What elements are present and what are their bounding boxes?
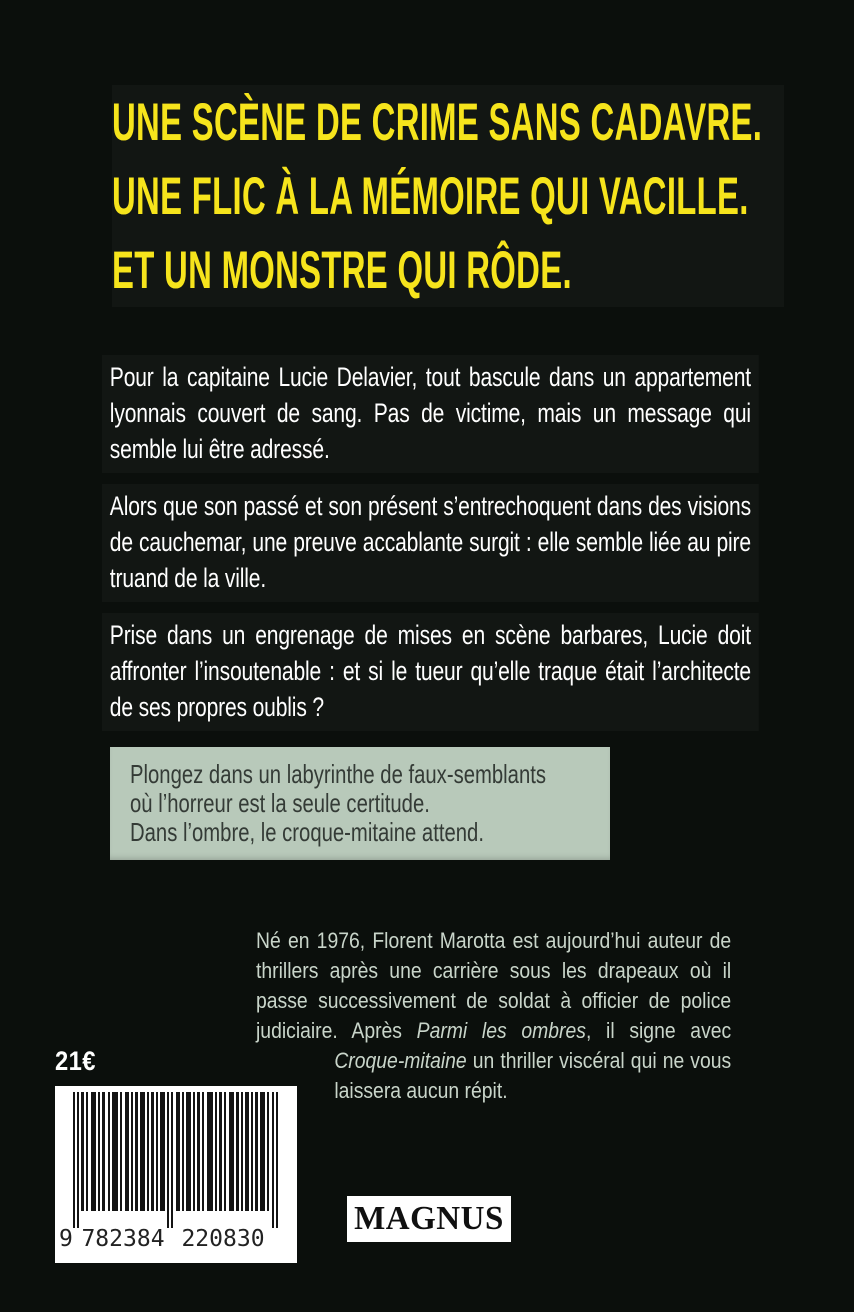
teaser-line-2: où l’horreur est la seule certitude. — [130, 788, 430, 818]
barcode-digits-group-2: 220830 — [181, 1226, 265, 1252]
tagline-line — [112, 233, 784, 307]
tagline-text-1: UNE SCÈNE DE CRIME SANS CADAVRE. — [112, 92, 763, 152]
tagline-line — [112, 159, 784, 233]
publisher-logo — [347, 1196, 511, 1242]
publisher-name: MAGNUS — [354, 1200, 504, 1237]
author-bio-part-2 — [334, 1046, 731, 1106]
bio-text: un thriller viscéral qui ne vous laissera aucun répit. — [334, 1048, 732, 1103]
synopsis — [102, 355, 759, 742]
price-label: 21€ — [55, 1046, 96, 1076]
teaser-box — [110, 747, 610, 860]
tagline-line — [112, 85, 784, 159]
barcode-bars-icon — [55, 1086, 297, 1263]
barcode — [55, 1086, 297, 1263]
book-title-croque-mitaine: Croque-mitaine — [334, 1048, 467, 1073]
book-title-parmi-les-ombres: Parmi les ombres — [416, 1018, 586, 1043]
synopsis-paragraph-1: Pour la capitaine Lucie Delavier, tout bascule dans un appartement lyonnais couvert de sang. Pas de victime, mais un message qui semble lui être adressé. — [102, 355, 759, 473]
barcode-digit-prefix: 9 — [59, 1226, 73, 1252]
teaser-line-1: Plongez dans un labyrinthe de faux-semblants — [130, 759, 547, 789]
barcode-digits-group-1: 782384 — [81, 1226, 165, 1252]
tagline-text-3: ET UN MONSTRE QUI RÔDE. — [112, 240, 572, 300]
bio-text: , il signe avec — [585, 1018, 732, 1043]
author-bio — [256, 926, 731, 1106]
tagline-text-2: UNE FLIC À LA MÉMOIRE QUI VACILLE. — [112, 166, 749, 226]
synopsis-paragraph-3: Prise dans un engrenage de mises en scène barbares, Lucie doit affronter l’insoutenable : et si le tueur qu’elle traque était l’architecte de ses propres oublis ? — [102, 613, 759, 731]
tagline — [112, 85, 784, 307]
author-bio-part-1 — [256, 926, 731, 1046]
bio-text: Né en 1976, Florent Marotta est aujourd’hui auteur de thrillers après une carrière sous les drapeaux où il passe successivement de soldat à officier de police judiciaire. Après — [256, 928, 732, 1043]
synopsis-paragraph-2: Alors que son passé et son présent s’entrechoquent dans des visions de cauchemar, une preuve accablante surgit : elle semble liée au pire truand de la ville. — [102, 484, 759, 602]
teaser-line-3: Dans l’ombre, le croque-mitaine attend. — [130, 817, 484, 847]
